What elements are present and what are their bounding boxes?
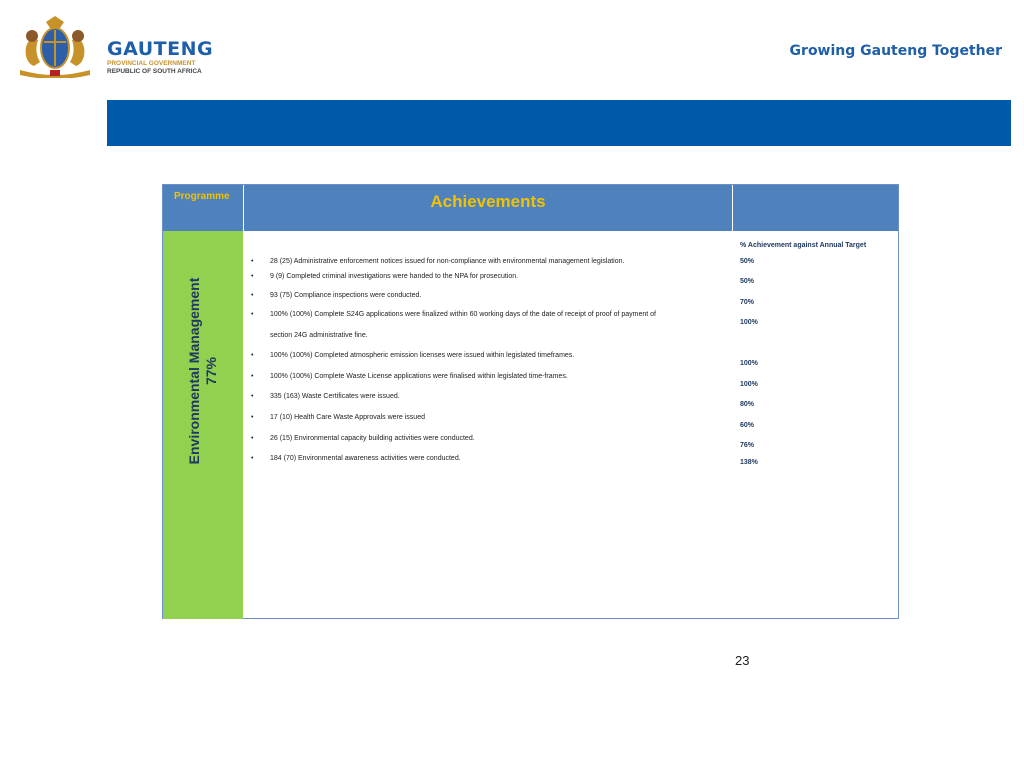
list-item: 100% (100%) Completed atmospheric emission licenses were issued within legislated timeframes. xyxy=(270,352,575,359)
list-item-continuation: section 24G administrative fine. xyxy=(270,332,368,339)
programme-header: Programme xyxy=(174,191,230,202)
list-item: 26 (15) Environmental capacity building activities were conducted. xyxy=(270,435,475,442)
coat-of-arms-icon xyxy=(10,12,100,78)
pct-value: 100% xyxy=(740,319,758,326)
bullet: • xyxy=(251,258,254,265)
pct-value: 80% xyxy=(740,401,755,408)
pct-value: 50% xyxy=(740,278,755,285)
bullet: • xyxy=(251,435,254,442)
programme-header-cell xyxy=(163,185,243,231)
page-number: 23 xyxy=(735,653,750,668)
list-item: 9 (9) Completed criminal investigations were handed to the NPA for prosecution. xyxy=(270,273,519,280)
bullet: • xyxy=(251,373,254,380)
pct-value: 138% xyxy=(740,459,758,466)
programme-cell xyxy=(163,231,243,619)
bullet: • xyxy=(251,273,254,280)
bullet: • xyxy=(251,311,254,318)
list-item: 100% (100%) Complete S24G applications were finalized within 60 working days of the date of receipt of proof of payment of xyxy=(270,311,656,318)
brand-country: REPUBLIC OF SOUTH AFRICA xyxy=(107,68,202,75)
list-item: 28 (25) Administrative enforcement notices issued for non-compliance with environmental management legislation. xyxy=(270,258,625,265)
achievements-header: Achievements xyxy=(430,192,546,211)
list-item: 100% (100%) Complete Waste License applications were finalised within legislated time-frames. xyxy=(270,373,568,380)
pct-column-title: % Achievement against Annual Target xyxy=(740,242,867,249)
bullet: • xyxy=(251,414,254,421)
brand-block xyxy=(107,40,213,76)
list-item: 335 (163) Waste Certificates were issued. xyxy=(270,393,400,400)
title-band xyxy=(107,100,1011,146)
pct-value: 100% xyxy=(740,381,758,388)
pct-value: 50% xyxy=(740,258,755,265)
tagline: Growing Gauteng Together xyxy=(789,43,1002,59)
programme-name: Environmental Management xyxy=(186,277,202,465)
pct-header-cell xyxy=(733,185,898,231)
achievements-table xyxy=(162,184,899,619)
pct-value: 70% xyxy=(740,299,755,306)
programme-percentage: 77% xyxy=(203,356,219,386)
list-item: 93 (75) Compliance inspections were conducted. xyxy=(270,292,422,299)
list-item: 184 (70) Environmental awareness activities were conducted. xyxy=(270,455,461,462)
pct-value: 100% xyxy=(740,360,758,367)
bullet: • xyxy=(251,393,254,400)
pct-value: 60% xyxy=(740,422,755,429)
brand-subtitle: PROVINCIAL GOVERNMENT xyxy=(107,60,196,67)
list-item: 17 (10) Health Care Waste Approvals were issued xyxy=(270,414,425,421)
pct-value: 76% xyxy=(740,442,755,449)
bullet: • xyxy=(251,352,254,359)
bullet: • xyxy=(251,455,254,462)
bullet: • xyxy=(251,292,254,299)
brand-name: GAUTENG xyxy=(107,38,214,60)
programme-label xyxy=(186,278,220,465)
achievements-header-cell xyxy=(244,185,732,231)
